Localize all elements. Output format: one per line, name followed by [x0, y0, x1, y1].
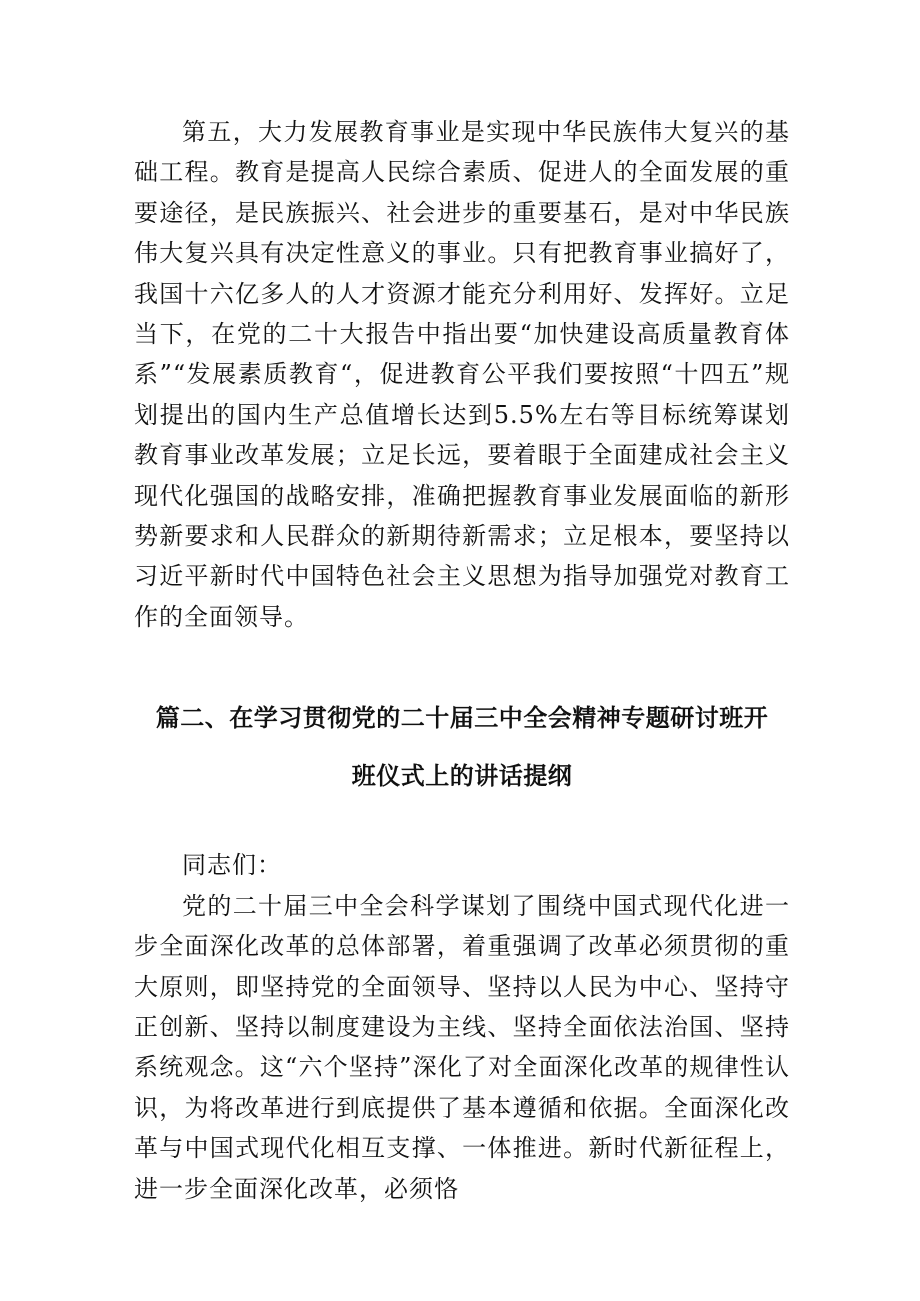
section-title [134, 689, 790, 805]
body-paragraph-education: 第五，大力发展教育事业是实现中华民族伟大复兴的基础工程。教育是提高人民综合素质、促进人的全面发展的重要途径，是民族振兴、社会进步的重要基石，是对中华民族伟大复兴具有决定性意义的事业。只有把教育事业搞好了，我国十六亿多人的人才资源才能充分利用好、发挥好。立足当下，在党的二十大报告中指出要“加快建设高质量教育体系”“发展素质教育“，促进教育公平我们要按照“十四五”规划提出的国内生产总值增长达到5.5%左右等目标统筹谋划教育事业改革发展；立足长远，要着眼于全面建成社会主义现代化强国的战略安排，准确把握教育事业发展面临的新形势新要求和人民群众的新期待新需求；立足根本，要坚持以习近平新时代中国特色社会主义思想为指导加强党对教育工作的全面领导。 [134, 118, 790, 631]
section-title-line-2: 班仪式上的讲话提纲 [351, 762, 573, 791]
section-title-line-1: 篇二、在学习贯彻党的二十届三中全会精神专题研讨班开 [155, 704, 769, 733]
document-body [134, 112, 790, 1209]
salutation: 同志们： [182, 851, 282, 880]
body-paragraph-reform: 党的二十届三中全会科学谋划了围绕中国式现代化进一步全面深化改革的总体部署，着重强调了改革必须贯彻的重大原则，即坚持党的全面领导、坚持以人民为中心、坚持守正创新、坚持以制度建设为主线、坚持全面依法治国、坚持系统观念。这“六个坚持”深化了对全面深化改革的规律性认识，为将改革进行到底提供了基本遵循和依据。全面深化改革与中国式现代化相互支撑、一体推进。新时代新征程上，进一步全面深化改革，必须恪 [134, 891, 790, 1203]
